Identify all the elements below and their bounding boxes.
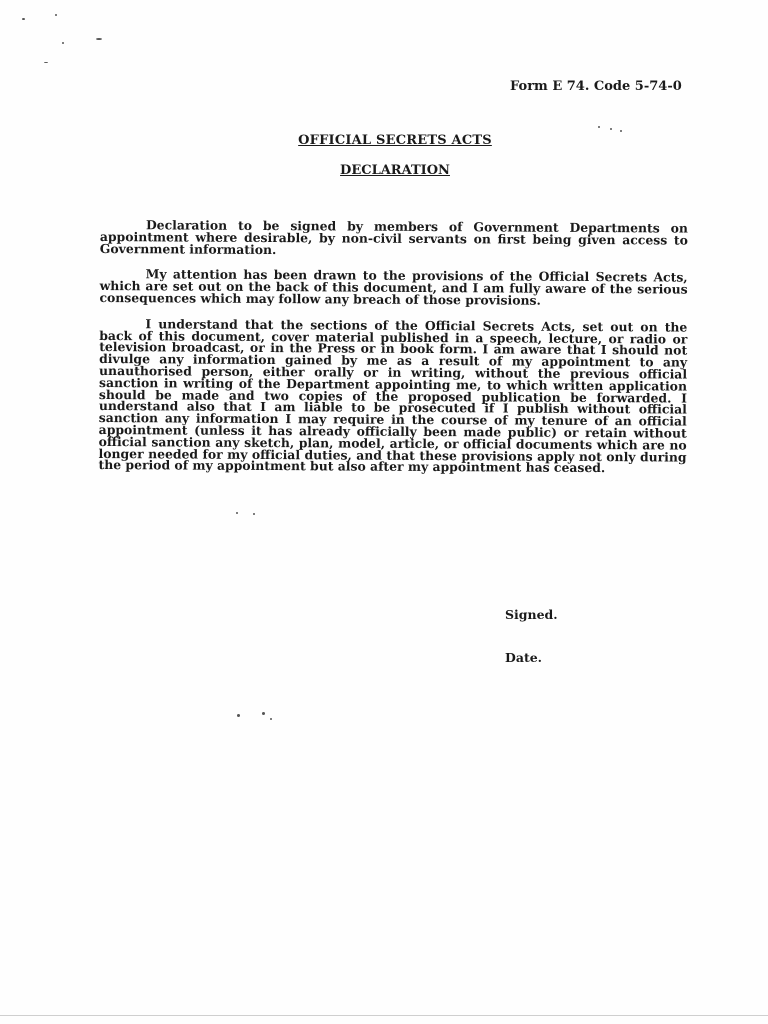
scan-speck — [270, 718, 272, 720]
scan-speck — [610, 128, 612, 130]
scan-speck — [253, 513, 255, 515]
document-subtitle: DECLARATION — [340, 163, 450, 178]
paragraph-attention: My attention has been drawn to the provisions of the Official Secrets Acts, which are set out on the back of this document, and I am fully aware of the serious consequences which may follow any breach of those provisions. — [99, 266, 688, 308]
paragraph-understanding: I understand that the sections of the Official Secrets Acts, set out on the back of this document, cover material published in a speech, lecture, or radio or television broadcast, or in the Press or in book form. I am aware that I should not divulge any information gained by me as a result of my appointment to any unauthorised person, either orally or in writing, without the previous official sanction in writing of the Department appointing me, to which written application should be made and two copies of the proposed publication be forwarded. I understand also that I am liable to be prosecuted if I publish without official sanction any information I may require in the course of my tenure of an official appointment (unless it has already officially been made public) or retain without official sanction any sketch, plan, model, article, or official documents which are no longer needed for my official duties, and that these provisions apply not only during the period of my appointment but also after my appointment has ceased. — [98, 316, 688, 476]
scan-speck — [22, 18, 25, 20]
scan-speck — [44, 62, 48, 63]
scan-speck — [62, 42, 64, 44]
signed-label: Signed. — [505, 607, 558, 622]
document-title: OFFICIAL SECRETS ACTS — [298, 133, 492, 148]
scan-speck — [55, 14, 57, 16]
scan-edge-line — [0, 1015, 768, 1016]
scan-speck — [237, 714, 240, 717]
scan-speck — [620, 130, 622, 132]
paragraph-intro: Declaration to be signed by members of Government Departments on appointment where desirable, by non-civil servants on first being given access to Government information. — [99, 217, 689, 257]
date-label: Date. — [505, 650, 543, 665]
declaration-body — [98, 219, 688, 489]
scan-speck — [262, 712, 265, 715]
form-code: Form E 74. Code 5-74-0 — [510, 79, 682, 94]
scan-speck — [598, 126, 600, 128]
scan-speck — [236, 512, 238, 514]
scan-speck — [96, 38, 102, 40]
